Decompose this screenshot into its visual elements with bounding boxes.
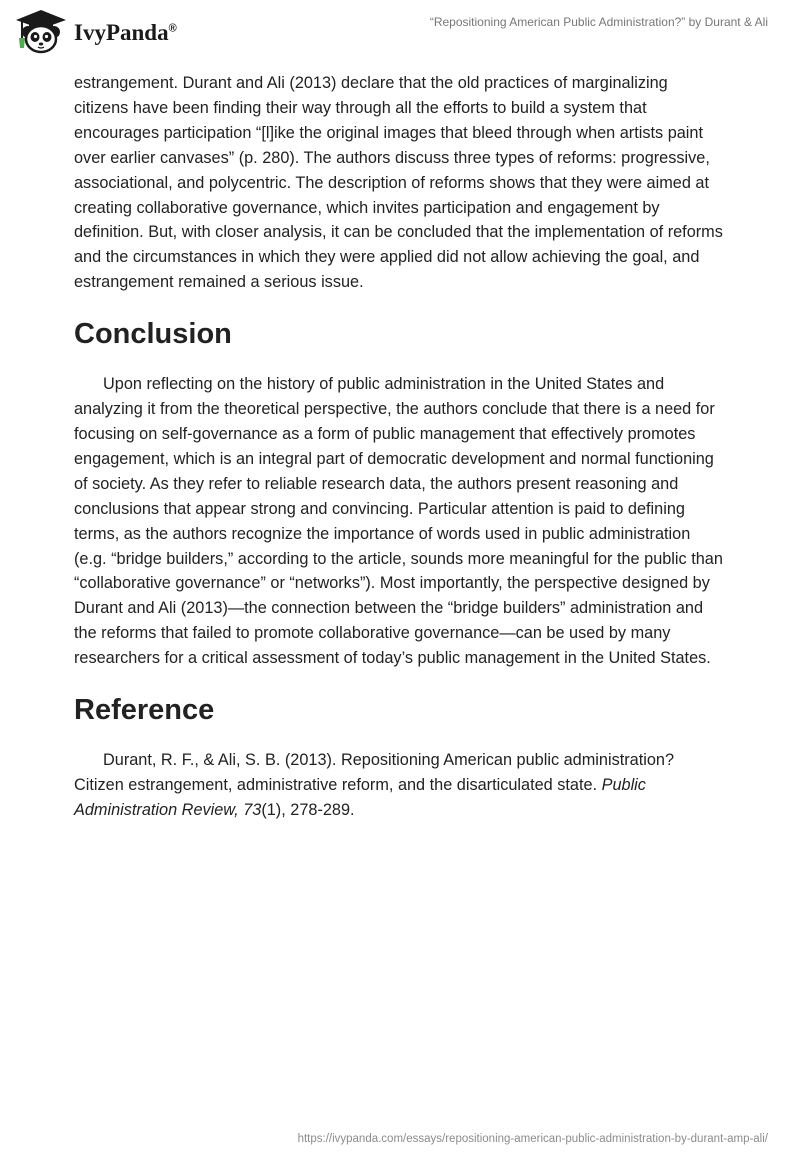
reference-issue-pages: (1), 278-289. [261,800,355,819]
panda-graduation-cap-icon [14,8,68,54]
brand-name: IvyPanda® [74,20,177,45]
page-header [0,0,800,70]
reference-entry [74,748,724,823]
essay-content [74,71,724,823]
intro-paragraph: estrangement. Durant and Ali (2013) declare that the old practices of marginalizing citizens have been finding their way through all the efforts to build a system that encourages participation “[l]ike the original images that bleed through when artists paint over earlier canvases” (p. 280). The authors discuss three types of reforms: progressive, associational, and polycentric. The description of reforms shows that they were aimed at creating collaborative governance, which invites participation and engagement by definition. But, with closer analysis, it can be concluded that the implementation of reforms and the circumstances in which they were applied did not allow achieving the goal, and estrangement remained a serious issue. [74,74,723,292]
ivypanda-logo[interactable] [14,8,177,54]
document-title: “Repositioning American Public Administration?” by Durant & Ali [429,15,768,29]
trademark-symbol: ® [168,22,177,35]
reference-authors-title: Durant, R. F., & Ali, S. B. (2013). Repositioning American public administration? Citizen estrangement, administrative reform, and the disarticulated state. [74,751,675,794]
conclusion-heading: Conclusion [74,318,232,351]
reference-heading: Reference [74,694,215,727]
reference-journal: Public Administration Review, 73 [74,775,646,819]
conclusion-paragraph: Upon reflecting on the history of public administration in the United States and analyzing it from the theoretical perspective, the authors conclude that there is a need for focusing on self-governance as a form of public management that effectively promotes engagement, which is an integral part of democratic development and normal functioning of society. As they refer to reliable research data, the authors present reasoning and conclusions that appear strong and convincing. Particular attention is paid to defining terms, as the authors recognize the importance of words used in public administration (e.g. “bridge builders,” according to the article, sounds more meaningful for the public than “collaborative governance” or “networks”). Most importantly, the perspective designed by Durant and Ali (2013)—the connection between the “bridge builders” administration and the reforms that failed to promote collaborative governance—can be used by many researchers for a critical assessment of today’s public management in the United States. [74,375,723,668]
source-url[interactable]: https://ivypanda.com/essays/repositioning-american-public-administration-by-durant-amp-ali/ [297,1133,768,1145]
